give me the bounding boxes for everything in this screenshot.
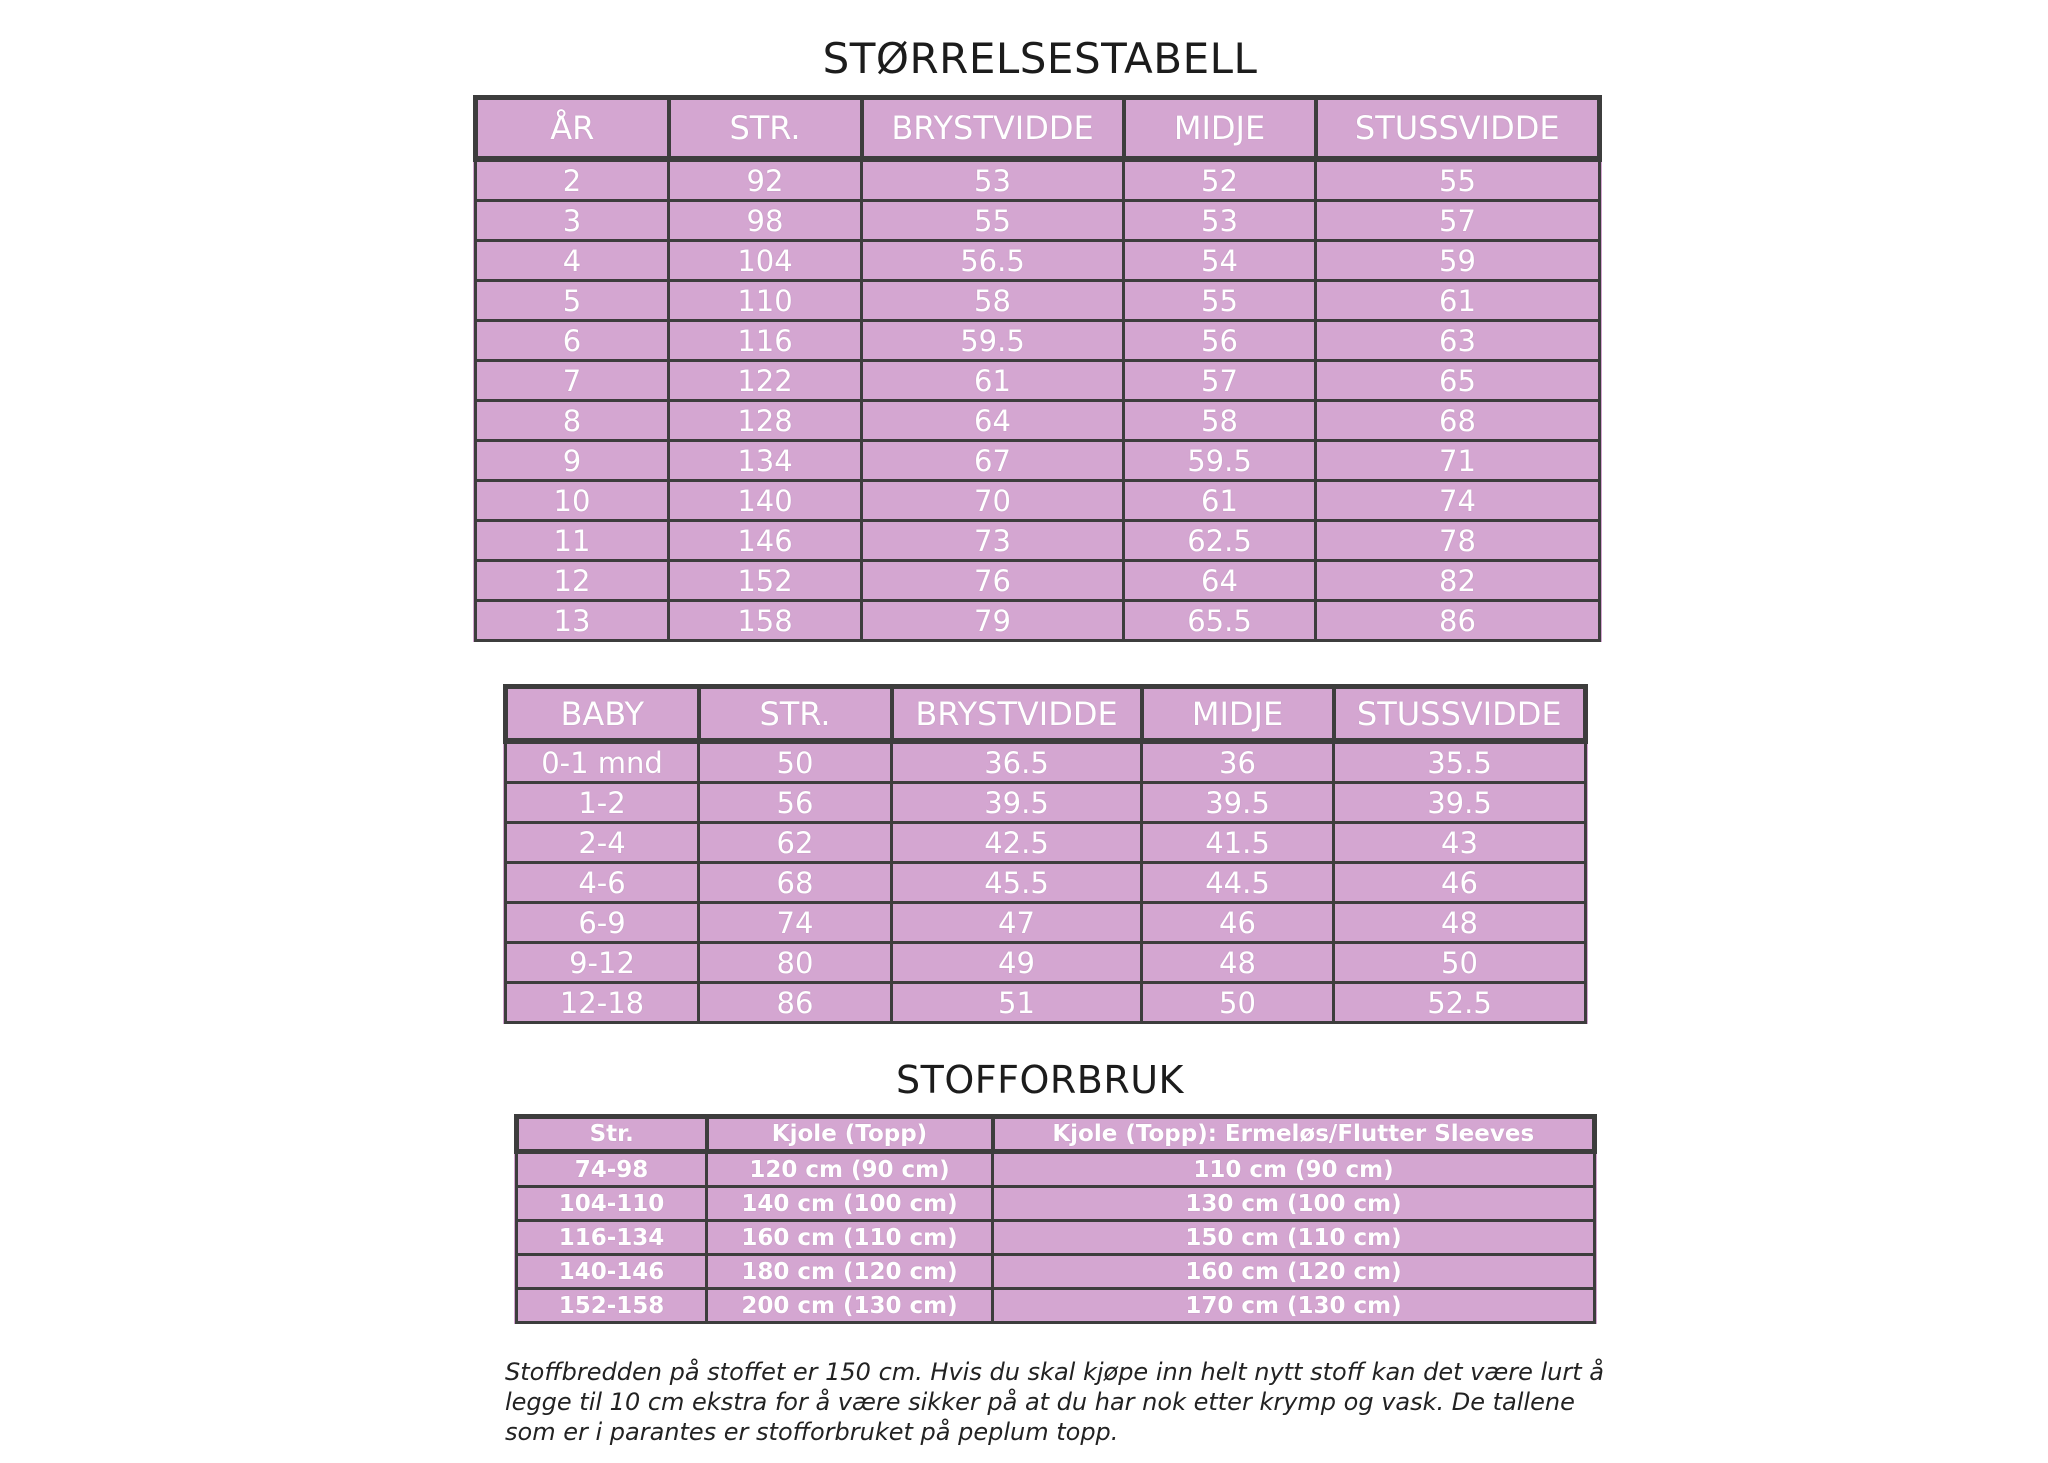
table-row <box>476 601 1600 641</box>
table-cell: 3 <box>476 201 669 241</box>
header-cell: BABY <box>506 687 699 742</box>
table-cell: 48 <box>1334 903 1586 943</box>
table-cell: 122 <box>669 361 862 401</box>
table-cell: 64 <box>1124 561 1316 601</box>
table-cell: 8 <box>476 401 669 441</box>
table-header-row <box>517 1117 1595 1152</box>
table-cell: 52.5 <box>1334 983 1586 1023</box>
table-cell: 53 <box>862 159 1124 201</box>
table-cell: 47 <box>892 903 1142 943</box>
header-cell: MIDJE <box>1124 98 1316 160</box>
table-cell: 57 <box>1316 201 1600 241</box>
table-cell: 41.5 <box>1142 823 1334 863</box>
table-cell: 44.5 <box>1142 863 1334 903</box>
table-cell: 130 cm (100 cm) <box>993 1187 1595 1221</box>
table-cell: 2 <box>476 159 669 201</box>
table-cell: 170 cm (130 cm) <box>993 1289 1595 1323</box>
table-row <box>506 863 1586 903</box>
table-row <box>476 159 1600 201</box>
table-cell: 104 <box>669 241 862 281</box>
table-row <box>506 983 1586 1023</box>
table-cell: 51 <box>892 983 1142 1023</box>
header-cell: STR. <box>669 98 862 160</box>
table-cell: 76 <box>862 561 1124 601</box>
table-cell: 160 cm (120 cm) <box>993 1255 1595 1289</box>
table-cell: 5 <box>476 281 669 321</box>
table-cell: 12 <box>476 561 669 601</box>
table-cell: 160 cm (110 cm) <box>707 1221 993 1255</box>
table-cell: 52 <box>1124 159 1316 201</box>
table-cell: 9 <box>476 441 669 481</box>
table-cell: 42.5 <box>892 823 1142 863</box>
table-cell: 58 <box>1124 401 1316 441</box>
header-cell: BRYSTVIDDE <box>862 98 1124 160</box>
table-row <box>506 943 1586 983</box>
table-cell: 53 <box>1124 201 1316 241</box>
table-cell: 48 <box>1142 943 1334 983</box>
table-row <box>476 241 1600 281</box>
table-cell: 152 <box>669 561 862 601</box>
header-cell: STUSSVIDDE <box>1334 687 1586 742</box>
table-row <box>506 903 1586 943</box>
table-cell: 4 <box>476 241 669 281</box>
table-row <box>476 441 1600 481</box>
table-cell: 134 <box>669 441 862 481</box>
table-cell: 62 <box>699 823 892 863</box>
table-cell: 55 <box>1316 159 1600 201</box>
table-row <box>506 783 1586 823</box>
table-cell: 59.5 <box>1124 441 1316 481</box>
table-cell: 116-134 <box>517 1221 707 1255</box>
table-cell: 104-110 <box>517 1187 707 1221</box>
table-cell: 35.5 <box>1334 741 1586 783</box>
table-row <box>476 281 1600 321</box>
table-row <box>517 1152 1595 1187</box>
table-cell: 140 <box>669 481 862 521</box>
table-cell: 71 <box>1316 441 1600 481</box>
table-cell: 61 <box>862 361 1124 401</box>
table-cell: 62.5 <box>1124 521 1316 561</box>
table-cell: 128 <box>669 401 862 441</box>
table-cell: 6 <box>476 321 669 361</box>
table-cell: 46 <box>1142 903 1334 943</box>
header-cell: BRYSTVIDDE <box>892 687 1142 742</box>
table-row <box>476 521 1600 561</box>
table-cell: 57 <box>1124 361 1316 401</box>
table-row <box>476 561 1600 601</box>
table-cell: 158 <box>669 601 862 641</box>
table-row <box>476 201 1600 241</box>
header-cell: STUSSVIDDE <box>1316 98 1600 160</box>
table-cell: 7 <box>476 361 669 401</box>
table-cell: 110 <box>669 281 862 321</box>
table-cell: 13 <box>476 601 669 641</box>
table-cell: 6-9 <box>506 903 699 943</box>
table-row <box>517 1289 1595 1323</box>
table-row <box>517 1187 1595 1221</box>
table-cell: 54 <box>1124 241 1316 281</box>
table-cell: 61 <box>1316 281 1600 321</box>
table-cell: 10 <box>476 481 669 521</box>
table-cell: 140-146 <box>517 1255 707 1289</box>
fabric-usage-table <box>514 1114 1597 1324</box>
table-header-row <box>506 687 1586 742</box>
fabric-usage-title: STOFFORBRUK <box>896 1058 1184 1102</box>
header-cell: Kjole (Topp): Ermeløs/Flutter Sleeves <box>993 1117 1595 1152</box>
table-cell: 49 <box>892 943 1142 983</box>
header-cell: STR. <box>699 687 892 742</box>
table-cell: 110 cm (90 cm) <box>993 1152 1595 1187</box>
table-cell: 150 cm (110 cm) <box>993 1221 1595 1255</box>
table-cell: 80 <box>699 943 892 983</box>
table-cell: 50 <box>699 741 892 783</box>
table-cell: 74 <box>1316 481 1600 521</box>
table-cell: 120 cm (90 cm) <box>707 1152 993 1187</box>
size-table-title: STØRRELSESTABELL <box>822 34 1258 83</box>
table-cell: 11 <box>476 521 669 561</box>
table-cell: 56.5 <box>862 241 1124 281</box>
table-cell: 59.5 <box>862 321 1124 361</box>
table-cell: 63 <box>1316 321 1600 361</box>
table-cell: 68 <box>699 863 892 903</box>
table-cell: 39.5 <box>1334 783 1586 823</box>
table-cell: 180 cm (120 cm) <box>707 1255 993 1289</box>
table-cell: 68 <box>1316 401 1600 441</box>
table-cell: 74 <box>699 903 892 943</box>
table-cell: 200 cm (130 cm) <box>707 1289 993 1323</box>
header-cell: MIDJE <box>1142 687 1334 742</box>
header-cell: Str. <box>517 1117 707 1152</box>
size-table-years <box>473 95 1602 642</box>
table-cell: 58 <box>862 281 1124 321</box>
table-cell: 116 <box>669 321 862 361</box>
header-cell: ÅR <box>476 98 669 160</box>
table-cell: 59 <box>1316 241 1600 281</box>
table-row <box>506 741 1586 783</box>
table-row <box>476 481 1600 521</box>
table-cell: 67 <box>862 441 1124 481</box>
table-cell: 39.5 <box>1142 783 1334 823</box>
table-row <box>476 321 1600 361</box>
table-cell: 86 <box>1316 601 1600 641</box>
table-cell: 86 <box>699 983 892 1023</box>
table-cell: 36.5 <box>892 741 1142 783</box>
table-cell: 73 <box>862 521 1124 561</box>
table-row <box>517 1221 1595 1255</box>
fabric-note: Stoffbredden på stoffet er 150 cm. Hvis du skal kjøpe inn helt nytt stoff kan det være lurt å legge til 10 cm ekstra for å være sikker på at du har nok etter krymp og vask. De tallene som er i parantes er stofforbruket på peplum topp. <box>505 1358 1604 1446</box>
header-cell: Kjole (Topp) <box>707 1117 993 1152</box>
table-cell: 56 <box>1124 321 1316 361</box>
table-cell: 82 <box>1316 561 1600 601</box>
table-cell: 152-158 <box>517 1289 707 1323</box>
table-cell: 65.5 <box>1124 601 1316 641</box>
table-cell: 50 <box>1334 943 1586 983</box>
table-cell: 70 <box>862 481 1124 521</box>
table-row <box>517 1255 1595 1289</box>
table-cell: 46 <box>1334 863 1586 903</box>
table-cell: 78 <box>1316 521 1600 561</box>
table-cell: 56 <box>699 783 892 823</box>
table-row <box>476 401 1600 441</box>
table-header-row <box>476 98 1600 160</box>
table-cell: 65 <box>1316 361 1600 401</box>
table-cell: 12-18 <box>506 983 699 1023</box>
table-cell: 92 <box>669 159 862 201</box>
table-cell: 79 <box>862 601 1124 641</box>
table-row <box>506 823 1586 863</box>
table-cell: 55 <box>862 201 1124 241</box>
table-cell: 0-1 mnd <box>506 741 699 783</box>
table-cell: 146 <box>669 521 862 561</box>
table-cell: 140 cm (100 cm) <box>707 1187 993 1221</box>
table-cell: 98 <box>669 201 862 241</box>
table-row <box>476 361 1600 401</box>
table-cell: 4-6 <box>506 863 699 903</box>
table-cell: 50 <box>1142 983 1334 1023</box>
table-cell: 74-98 <box>517 1152 707 1187</box>
table-cell: 39.5 <box>892 783 1142 823</box>
table-cell: 43 <box>1334 823 1586 863</box>
table-cell: 55 <box>1124 281 1316 321</box>
table-cell: 9-12 <box>506 943 699 983</box>
size-table-baby <box>503 684 1588 1024</box>
table-cell: 64 <box>862 401 1124 441</box>
table-cell: 45.5 <box>892 863 1142 903</box>
table-cell: 36 <box>1142 741 1334 783</box>
table-cell: 1-2 <box>506 783 699 823</box>
table-cell: 2-4 <box>506 823 699 863</box>
table-cell: 61 <box>1124 481 1316 521</box>
